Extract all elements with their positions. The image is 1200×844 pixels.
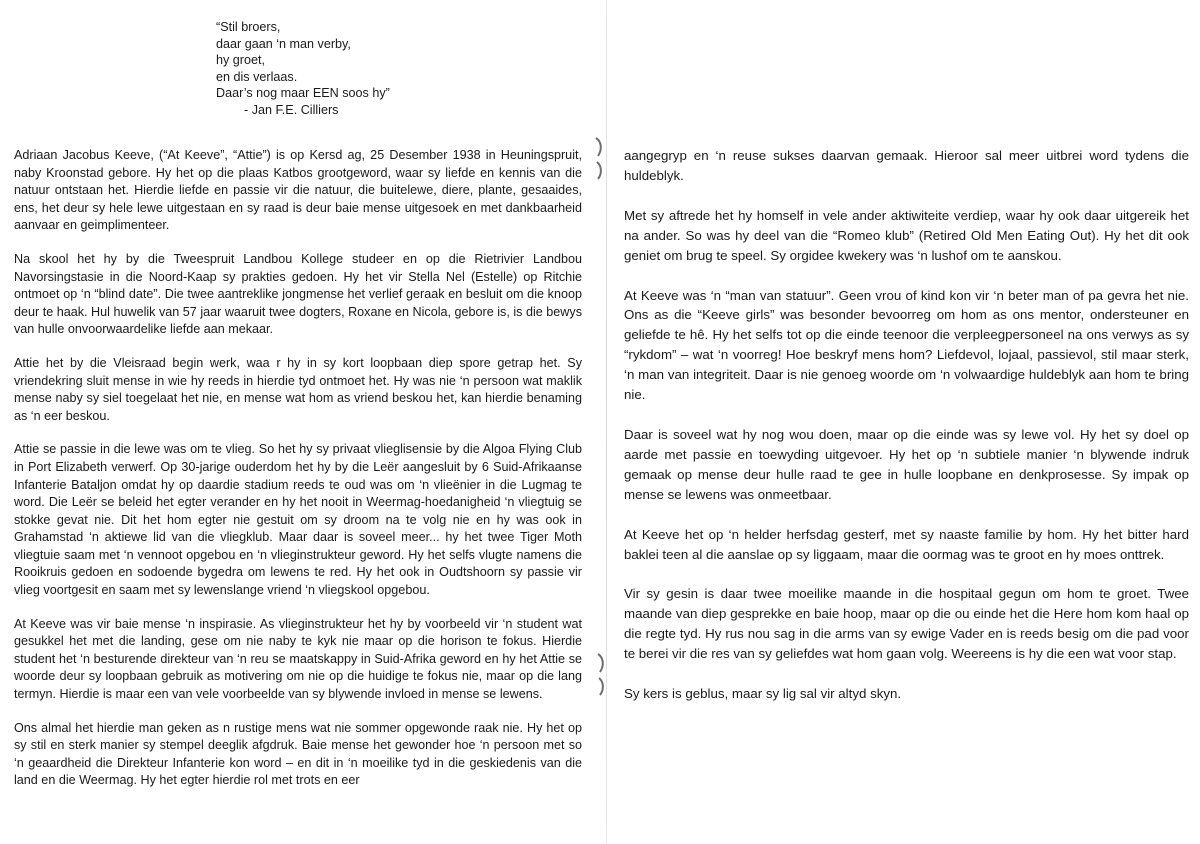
paragraph: Ons almal het hierdie man geken as n rustige mens wat nie sommer opgewonde raak nie. Hy het op sy stil en sterk manier sy stempel deeglik afgdruk. Baie mense het gewonder hoe ‘n persoon met so ‘n geaardheid die Direkteur Infanterie kon word – en dit in ‘n moeilike tyd in die geskiedenis van die land en die Weermag. Hy het egter hierdie rol met trots en eer: [14, 720, 582, 788]
paragraph: Na skool het hy by die Tweespruit Landbou Kollege studeer en op die Rietrivier Landbou Navorsingstasie in die Noord-Kaap sy prakties gedoen. Hy het vir Stella Nel (Estelle) op Ritchie ontmoet op ‘n “blind date”. Die twee aantreklike jongmense het verlief geraak en besluit om die knoop deur te haak. Hul huwelik van 57 jaar waaruit twee dogters, Roxane en Nicola, gebore is, is die bewys van hulle onvoorwaardelike liefde aan mekaar.: [14, 251, 582, 337]
right-body-text: [624, 146, 1189, 724]
poem-epigraph: [216, 19, 390, 119]
poem-line: “Stil broers,: [216, 20, 281, 34]
paragraph: Met sy aftrede het hy homself in vele ander aktiwiteite verdiep, waar hy ook daar uitgereik het na ander. So was hy deel van die “Romeo klub” (Retired Old Men Eating Out). Hy het dit ook geniet om brug te speel. Sy orgidee kwekery was ‘n lushof om te aanskou.: [624, 207, 1189, 263]
poem-line: daar gaan ‘n man verby,: [216, 36, 351, 51]
left-body-text: [14, 147, 582, 806]
paragraph: Adriaan Jacobus Keeve, (“At Keeve”, “Attie”) is op Kersd ag, 25 Desember 1938 in Heuningspruit, naby Kroonstad gebore. Hy het op die plaas Katbos grootgeword, waar sy liefde en kennis van die natuur ontstaan het. Hierdie liefde en passie vir die natuur, die buitelewe, diere, plante, gesaaides, ens, het deur sy hele lewe uitgestaan en sy raad is deur baie mense uitgesoek en met dankbaarheid aanvaar en geimplimenteer.: [14, 148, 582, 233]
paragraph: At Keeve was ‘n “man van statuur”. Geen vrou of kind kon vir ‘n beter man of pa gevra het nie. Ons as die “Keeve girls” was besonder bevoorreg om hom as ons mentor, ondersteuner en geliefde te hê. Hy het selfs tot op die einde teenoor die verpleegpersoneel na ons verwys as sy “rykdom” – wat ‘n voorreg! Hoe beskryf mens hom? Liefdevol, lojaal, passievol, stil maar sterk, ‘n man van integriteit. Daar is nie genoeg woorde om ‘n volwaardige huldeblyk aan hom te bring nie.: [624, 287, 1189, 403]
staple-top: [592, 136, 606, 180]
staple-top-icon: [592, 136, 606, 180]
poem-line: en dis verlaas.: [216, 69, 298, 84]
right-page: [624, 0, 1189, 844]
paragraph: aangegryp en ‘n reuse sukses daarvan gemaak. Hieroor sal meer uitbrei word tydens die huldeblyk.: [624, 148, 1189, 183]
paragraph: Vir sy gesin is daar twee moeilike maande in die hospitaal gegun om hom te groet. Twee maande van diep gesprekke en baie hoop, maar op die ou einde het die Here hom kom haal op die regte tyd. Hy rus nou sag in die arms van sy ewige Vader en is reeds besig om die pad voor te berei vir die res van sy geliefdes wat hom gaan volg. Weereens is hy die een wat voor stap.: [624, 586, 1189, 662]
poem-line: Daar’s nog maar EEN soos hy”: [216, 86, 390, 101]
paragraph: At Keeve was vir baie mense ‘n inspirasie. As vlieginstrukteur het hy by voorbeeld vir ‘n student wat gesukkel het met die landing, gese om nie naby te kyk nie maar op die horison te fokus. Hierdie student het ‘n besturende direkteur van ‘n reu se maatskappy in Suid-Afrika geword en hy het Attie se woorde deur sy loopbaan gebruik as motivering om nie op die huidige te fokus nie, maar op die lang termyn. Hierdie is maar een van vele voorbeelde van sy blywende invloed in mense se lewens.: [14, 616, 582, 702]
center-fold: [606, 0, 607, 844]
paragraph: Sy kers is geblus, maar sy lig sal vir altyd skyn.: [624, 686, 902, 702]
paragraph: Attie het by die Vleisraad begin werk, waa r hy in sy kort loopbaan diep spore getrap het. Sy vriendekring sluit mense in wie hy reeds in hierdie tyd ontmoet het. Hy was nie ‘n persoon wat maklik mense naby sy siel toegelaat het nie, en mense wat hom as vriend beskou het, kan hierdie benaming as ‘n eer beskou.: [14, 355, 582, 423]
staple-bottom: [594, 652, 608, 696]
poem-line: hy groet,: [216, 53, 266, 68]
poem-attribution: - Jan F.E. Cilliers: [244, 102, 339, 117]
paragraph: Daar is soveel wat hy nog wou doen, maar op die einde was sy lewe vol. Hy het sy doel op aarde met passie en toewyding uitgevoer. Hy het op ‘n subtiele manier ‘n blywende indruk gemaak op mense deur hulle raad te gee in hulle loopbane en denkprosesse. Sy impak op mense se lewens was onmeetbaar.: [624, 426, 1189, 502]
staple-bottom-icon: [594, 652, 608, 696]
left-page: [14, 0, 582, 844]
paragraph: At Keeve het op ‘n helder herfsdag gesterf, met sy naaste familie by hom. Hy het bitter hard baklei teen al die aanslae op sy liggaam, maar die oormag was te groot en hy moes onttrek.: [624, 526, 1189, 562]
paragraph: Attie se passie in die lewe was om te vlieg. So het hy sy privaat vlieglisensie by die Algoa Flying Club in Port Elizabeth verwerf. Op 30-jarige ouderdom het hy by die Leër aangesluit by 6 Suid-Afrikaanse Infanterie Bataljon omdat hy op daardie stadium reeds te oud was om ‘n vlieënier in die Lugmag te word. Die Leër se beleid het egter verander en hy het nooit in Weermag-hoedanigheid ‘n vliegtuig se stokke gevat nie. Dit het hom egter nie gestuit om sy droom na te volg nie en hy was ook in Grahamstad ‘n aktiewe lid van die vliegklub. Maar daar is soveel meer... hy het twee Tiger Moth vliegtuie saam met ‘n vennoot opgebou en ‘n vlieginstrukteur geword. Hy het selfs vlugte namens die Rooikruis gedoen en sodoende bygedra om lewens te red. Hy het ook in Oudtshoorn sy passie vir vlieg voortgesit en saam met sy lewenslange vriend ‘n vliegskool opgebou.: [14, 442, 582, 598]
